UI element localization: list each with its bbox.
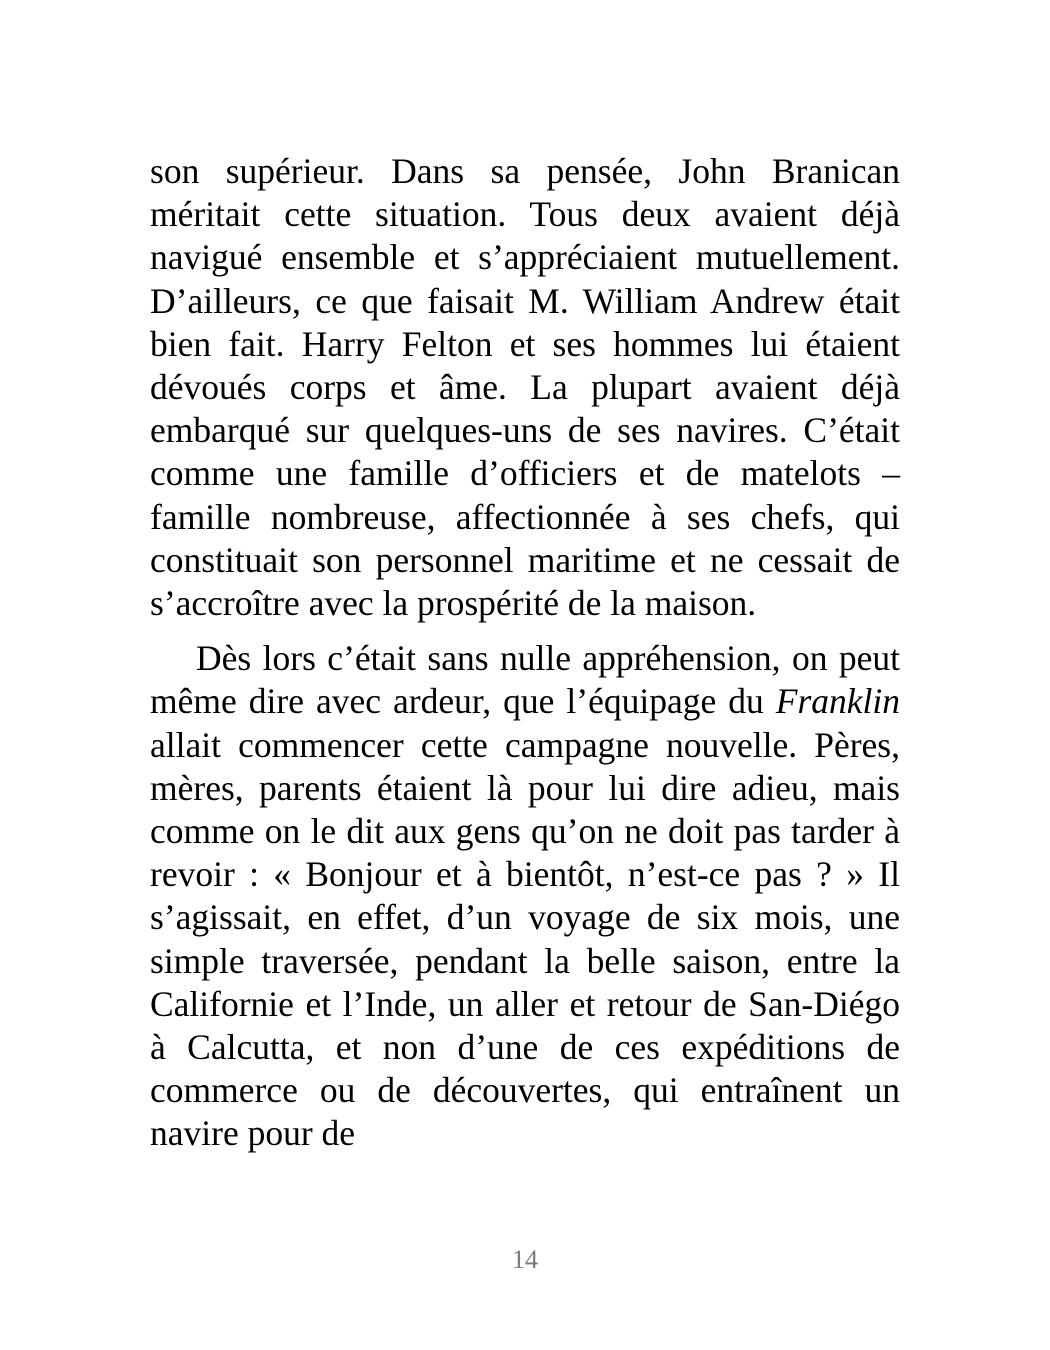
ship-name: Franklin — [775, 681, 900, 722]
book-page-text — [150, 150, 900, 1156]
paragraph-2-end: allait commencer cette campagne nouvelle. Pères, mères, parents étaient là pour lui dire adieu, mais comme on le dit aux gens qu’on ne doit pas tarder à revoir : « Bonjour et à bientôt, n’est-ce pas ? » Il s’agissait, en effet, d’un voyage de six mois, une simple traversée, pendant la belle saison, entre la Californie et l’Inde, un aller et retour de San-Diégo à Calcutta, et non d’une de ces expéditions de commerce ou de découvertes, qui entraînent un navire pour de — [150, 724, 900, 1154]
paragraph-2 — [150, 637, 900, 1155]
paragraph-2-start: Dès lors c’était sans nulle appréhension, on peut même dire avec ardeur, que l’équipage du — [150, 638, 900, 722]
page-number: 14 — [512, 1245, 538, 1274]
paragraph-1: son supérieur. Dans sa pensée, John Branican méritait cette situation. Tous deux avaient déjà navigué ensemble et s’appréciaient mutuellement. D’ailleurs, ce que faisait M. William Andrew était bien fait. Harry Felton et ses hommes lui étaient dévoués corps et âme. La plupart avaient déjà embarqué sur quelques-uns de ses navires. C’était comme une famille d’officiers et de matelots – famille nombreuse, affectionnée à ses chefs, qui constituait son personnel maritime et ne cessait de s’accroître avec la prospérité de la maison. — [150, 151, 900, 624]
